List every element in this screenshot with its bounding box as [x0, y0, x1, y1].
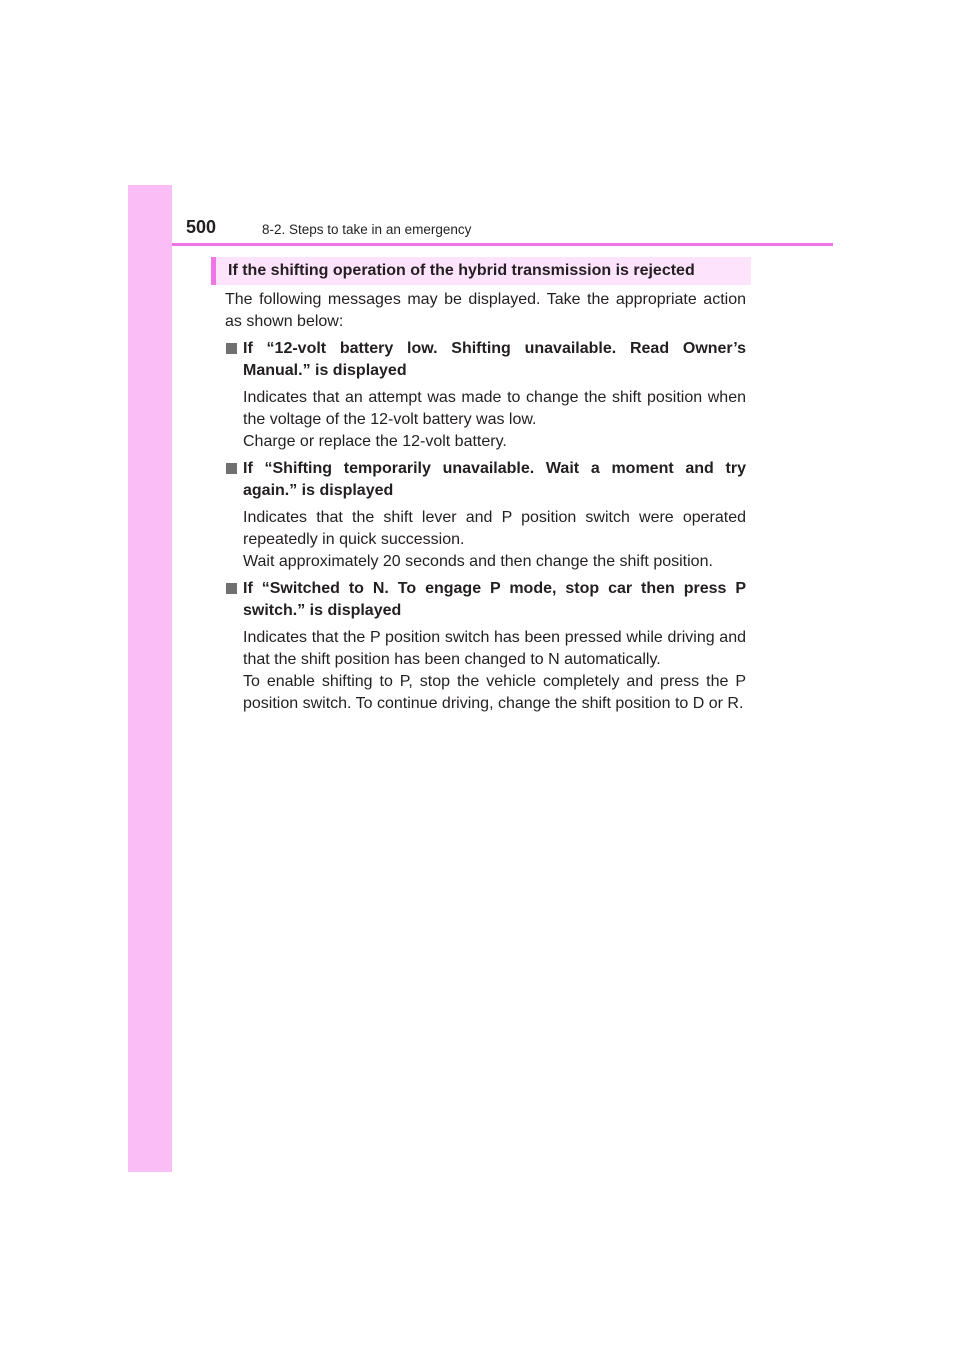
message-item-action: Wait approximately 20 seconds and then change the shift position. — [243, 553, 713, 570]
message-item-body — [225, 387, 746, 453]
message-item-description: Indicates that an attempt was made to change the shift position when the voltage of the 12-volt battery was low. — [243, 389, 746, 428]
message-item-body — [225, 507, 746, 573]
message-item-title — [225, 338, 746, 382]
message-item — [225, 458, 746, 573]
side-color-band — [128, 185, 172, 1172]
square-bullet-icon — [226, 463, 237, 474]
message-item — [225, 338, 746, 453]
section-title: 8-2. Steps to take in an emergency — [262, 222, 472, 237]
message-item — [225, 578, 746, 715]
square-bullet-icon — [226, 343, 237, 354]
message-item-title-text: If “Switched to N. To engage P mode, stop car then press P switch.” is displayed — [243, 580, 746, 619]
intro-paragraph: The following messages may be displayed. Take the appropriate action as shown below: — [225, 291, 746, 330]
subsection-heading-box — [211, 257, 751, 285]
message-item-title-text: If “12-volt battery low. Shifting unavailable. Read Owner’s Manual.” is displayed — [243, 340, 746, 379]
message-item-title-text: If “Shifting temporarily unavailable. Wait a moment and try again.” is displayed — [243, 460, 746, 499]
message-item-description: Indicates that the P position switch has been pressed while driving and that the shift position has been changed to N automatically. — [243, 629, 746, 668]
main-content — [225, 289, 746, 720]
message-item-description: Indicates that the shift lever and P position switch were operated repeatedly in quick succession. — [243, 509, 746, 548]
message-item-title — [225, 458, 746, 502]
message-item-action: Charge or replace the 12-volt battery. — [243, 433, 507, 450]
message-item-body — [225, 627, 746, 715]
square-bullet-icon — [226, 583, 237, 594]
header-rule — [172, 243, 833, 246]
subsection-heading: If the shifting operation of the hybrid transmission is rejected — [228, 262, 695, 279]
message-item-action: To enable shifting to P, stop the vehicle completely and press the P position switch. To continue driving, change the shift position to D or R. — [243, 673, 746, 712]
message-item-title — [225, 578, 746, 622]
page-number: 500 — [186, 217, 217, 237]
